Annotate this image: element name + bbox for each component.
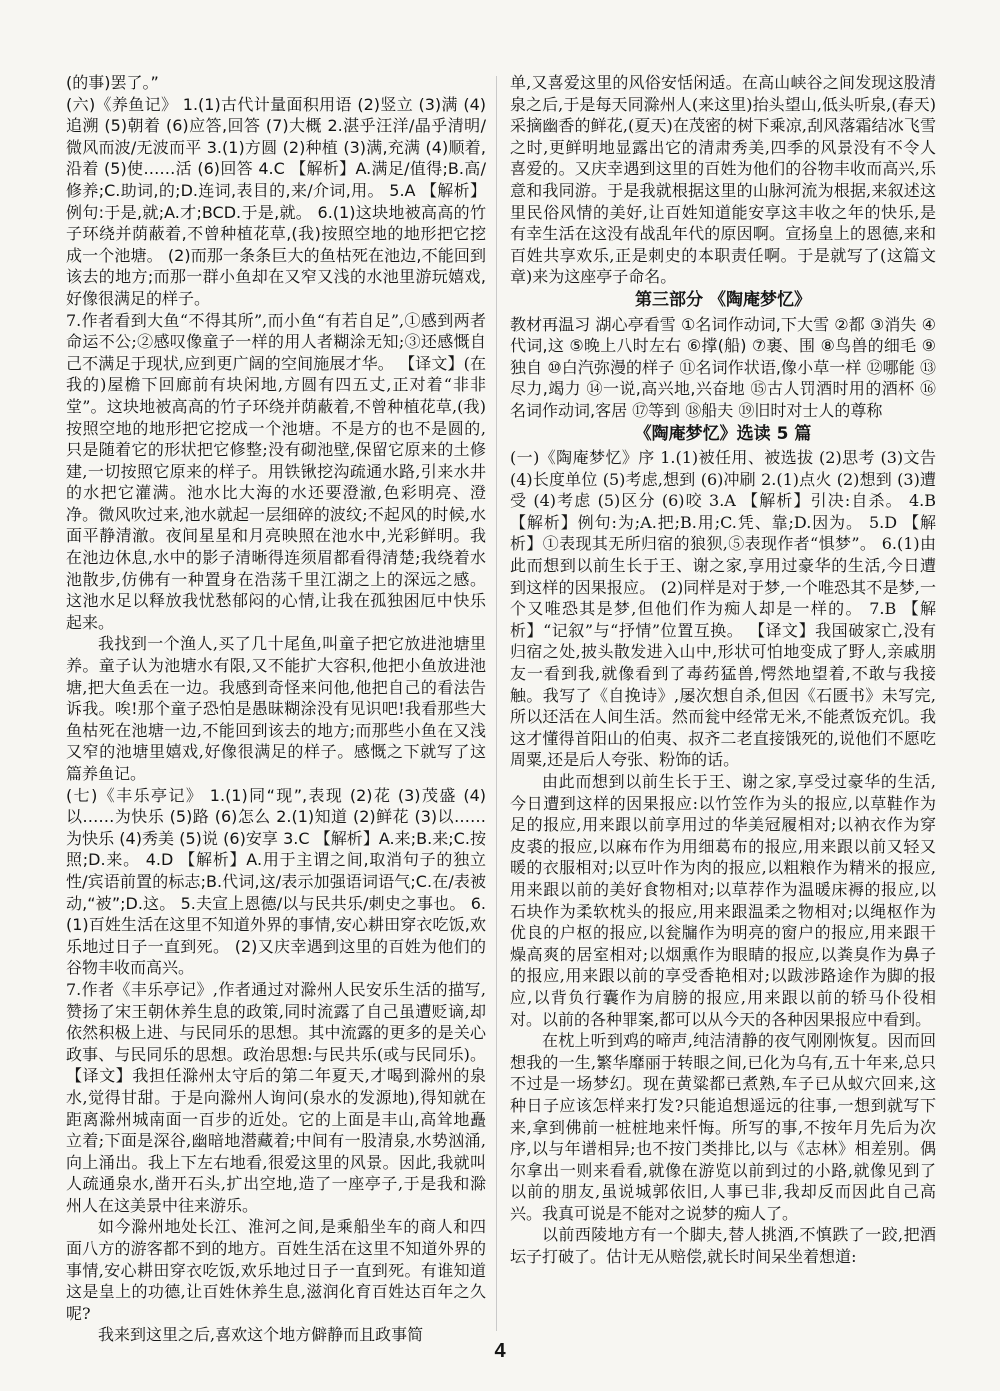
paragraph: (六)《养鱼记》 1.(1)古代计量面积用语 (2)竖立 (3)满 (4)追溯 (5)朝着 (6)应答,回答 (7)大概 2.湛乎汪洋/晶乎清明/微风而波/无波而平 3.(1)方圆 (2)种植 (3)满,充满 (4)顺着,沿着 (5)使……活 (6)回答 4.C 【解析】A.满足/值得;B.高/修养;C.助词,的;D.连词,表目的,来/介词,用。 5.A 【解析】例句:于是,就;A.才;BCD.于是,就。 6.(1)这块地被高高的竹子环绕并荫蔽着,不曾种植花草,(我)按照空地的地形把它挖成一个池塘。 (2)而那一条条巨大的鱼枯死在池边,不能回到该去的地方;而那一群小鱼却在又窄又浅的水池里游玩嬉戏,好像很满足的样子。 — [66, 94, 486, 308]
paragraph: 以前西陵地方有一个脚夫,替人挑酒,不慎跌了一跤,把酒坛子打破了。估计无从赔偿,就长时间呆坐着想道: — [510, 1225, 936, 1267]
paragraph: 在枕上听到鸡的啼声,纯洁清静的夜气刚刚恢复。因而回想我的一生,繁华靡丽于转眼之间,已化为乌有,五十年来,总只不过是一场梦幻。现在黄粱都已煮熟,车子已从蚁穴回来,这种日子应该怎样来打发?只能追想遥远的往事,一想到就写下来,拿到佛前一桩桩地来忏悔。所写的事,不按年月先后为次序,以与年谱相异;也不按门类排比,以与《志林》相差别。偶尔拿出一则来看看,就像在游览以前到过的小路,就像见到了以前的朋友,虽说城郭依旧,人事已非,我却反而因此自己高兴。我真可说是不能对之说梦的痴人了。 — [510, 1031, 936, 1223]
section-heading: 《陶庵梦忆》选读 5 篇 — [634, 423, 812, 444]
paragraph: 7.作者《丰乐亭记》,作者通过对滁州人民安乐生活的描写,赞扬了宋王朝休养生息的政策,同时流露了自己虽遭贬谪,却依然积极上进、与民同乐的思想。其中流露的更多的是关心政事、与民同乐的思想。政治思想:与民共乐(或与民同乐)。 【译文】我担任滁州太守后的第二年夏天,才喝到滁州的泉水,觉得甘甜。于是向滁州人询问(泉水的发源地),得知就在距离滁州城南面一百步的近处。它的上面是丰山,高耸地矗立着;下面是深谷,幽暗地潜藏着;中间有一股清泉,水势汹涌,向上涌出。我上下左右地看,很爱这里的风景。因此,我就叫人疏通泉水,凿开石头,扩出空地,造了一座亭子,于是我和滁州人在这美景中往来游乐。 — [66, 979, 486, 1215]
paragraph: 我来到这里之后,喜欢这个地方僻静而且政事简 — [98, 1325, 424, 1345]
left-column — [66, 72, 486, 1345]
paragraph: (一)《陶庵梦忆》序 1.(1)被任用、被选拔 (2)思考 (3)文告 (4)长度单位 (5)考虑,想到 (6)冲刷 2.(1)点火 (2)想到 (3)遭受 (4)考虑 (5)区分 (6)咬 3.A 【解析】引决:自杀。 4.B 【解析】例句:为;A.把;B.用;C.凭、靠;D.因为。 5.D 【解析】①表现其无所归宿的狼狈,⑤表现作者“惧梦”。 6.(1)由此而想到以前生长于王、谢之家,享用过豪华的生活,今日遭到这样的因果报应。 (2)同样是对于梦,一个唯恐其不是梦,一个又唯恐其是梦,但他们作为痴人却是一样的。 7.B 【解析】“记叙”与“抒情”位置互换。 【译文】我国破家亡,没有归宿之处,披头散发进入山中,形状可怕地变成了野人,亲戚朋友一看到我,就像看到了毒药猛兽,愕然地望着,不敢与我接触。我写了《自挽诗》,屡次想自杀,但因《石匮书》未写完,所以还活在人间生活。然而瓮中经常无米,不能煮饭充饥。我这才懂得首阳山的伯夷、叔齐二老直接饿死的,说他们不愿吃周粟,还是后人夸张、粉饰的话。 — [510, 448, 936, 770]
page-number: 4 — [494, 1340, 506, 1362]
paragraph: (七)《丰乐亭记》 1.(1)同“现”,表现 (2)花 (3)茂盛 (4)以……为快乐 (5)路 (6)怎么 2.(1)知道 (2)鲜花 (3)以……为快乐 (4)秀美 (5)说 (6)安享 3.C 【解析】A.来;B.来;C.按照;D.来。 4.D 【解析】A.用于主谓之间,取消句子的独立性/宾语前置的标志;B.代词,这/表示加强语词语气;C.在/表被动,“被”;D.这。 5.夫宣上恩德/以与民共乐/刺史之事也。 6.(1)百姓生活在这里不知道外界的事情,安心耕田穿衣吃饭,欢乐地过日子一直到死。 (2)又庆幸遇到这里的百姓为他们的谷物丰收而高兴。 — [66, 785, 486, 978]
column-divider — [496, 76, 497, 1331]
paragraph: (的事)罢了。” — [66, 73, 159, 92]
paragraph: 7.作者看到大鱼“不得其所”,而小鱼“有若自足”,①感到两者命运不公;②感叹像童子一样的用人者糊涂无知;③还感慨自己不满足于现状,应到更广阔的空间施展才华。 【译文】(在我的)屋檐下回廊前有块闲地,方圆有四五丈,正对着“非非堂”。这块地被高高的竹子环绕并荫蔽着,不曾种植花草,(我)按照空地的地形把它挖成一个池塘。不是方的也不是圆的,只是随着它的形状把它修整;没有砌池壁,保留它原来的土修建,一切按照它原来的样子。用铁锹挖沟疏通水路,引来水井的水把它灌满。池水比大海的水还要澄澈,色彩明亮、澄净。微风吹过来,池水就起一层细碎的波纹;不起风的时候,水面平静清澈。夜间星星和月亮映照在池水中,光彩鲜明。我在池边休息,水中的影子清晰得连须眉都看得清楚;我绕着水池散步,仿佛有一种置身在浩荡千里江湖之上的深远之感。这池水足以释放我忧愁郁闷的心情,让我在孤独困厄中快乐起来。 — [66, 310, 486, 632]
right-column — [510, 72, 936, 1334]
paragraph: 我找到一个渔人,买了几十尾鱼,叫童子把它放进池塘里养。童子认为池塘水有限,又不能扩大容积,他把小鱼放进池塘,把大鱼丢在一边。我感到奇怪来问他,他把自己的看法告诉我。唉!那个童子恐怕是愚昧糊涂没有见识吧!我看那些大鱼枯死在池塘一边,不能回到该去的地方;而那些小鱼在又浅又窄的池塘里嬉戏,好像很满足的样子。感慨之下就写了这篇养鱼记。 — [66, 634, 486, 783]
paragraph: 由此而想到以前生长于王、谢之家,享受过豪华的生活,今日遭到这样的因果报应:以竹笠作为头的报应,以草鞋作为足的报应,用来跟以前享用过的华美冠履相对;以衲衣作为穿皮裘的报应,以麻布作为用细葛布的报应,用来跟以前又轻又暖的衣服相对;以豆叶作为肉的报应,以粗粮作为精米的报应,用来跟以前的美好食物相对;以草荐作为温暖床褥的报应,以石块作为柔软枕头的报应,用来跟温柔之物相对;以绳枢作为优良的户枢的报应,以瓮牖作为明亮的窗户的报应,用来跟干燥高爽的居室相对;以烟熏作为眼睛的报应,以粪臭作为鼻子的报应,用来跟以前的享受香艳相对;以跋涉路途作为脚的报应,以背负行囊作为肩膀的报应,用来跟以前的轿马仆役相对。以前的各种罪案,都可以从今天的各种因果报应中看到。 — [510, 772, 936, 1029]
paragraph: 教材再温习 湖心亭看雪 ①名词作动词,下大雪 ②都 ③消失 ④代词,这 ⑤晚上八时左右 ⑥撑(船) ⑦裹、围 ⑧鸟兽的细毛 ⑨独自 ⑩白汽弥漫的样子 ⑪名词作状语,像小草一样 ⑫哪能 ⑬尽力,竭力 ⑭一说,高兴地,兴奋地 ⑮古人罚酒时用的酒杯 ⑯名词作动词,客居 ⑰等到 ⑱船夫 ⑲旧时对士人的尊称 — [510, 314, 936, 420]
paragraph: 如今滁州地处长江、淮河之间,是乘船坐车的商人和四面八方的游客都不到的地方。百姓生活在这里不知道外界的事情,安心耕田穿衣吃饭,欢乐地过日子一直到死。有谁知道这是皇上的功德,让百姓休养生息,滋润化育百姓达百年之久呢? — [66, 1217, 486, 1323]
paragraph: 单,又喜爱这里的风俗安恬闲适。在高山峡谷之间发现这股清泉之后,于是每天同滁州人(来这里)抬头望山,低头听泉,(春天)采摘幽香的鲜花,(夏天)在茂密的树下乘凉,刮风落霜结冰飞雪之时,更鲜明地显露出它的清肃秀美,四季的风景没有不令人喜爱的。又庆幸遇到这里的百姓为他们的谷物丰收而高兴,乐意和我同游。于是我就根据这里的山脉河流为根据,来叙述这里民俗风情的美好,让百姓知道能安享这丰收之年的快乐,是有幸生活在这没有战乱年代的原因啊。宣扬皇上的恩德,来和百姓共享欢乐,正是刺史的本职责任啊。于是就写了(这篇文章)来为这座亭子命名。 — [510, 73, 936, 287]
section-heading: 第三部分 《陶庵梦忆》 — [635, 289, 811, 310]
